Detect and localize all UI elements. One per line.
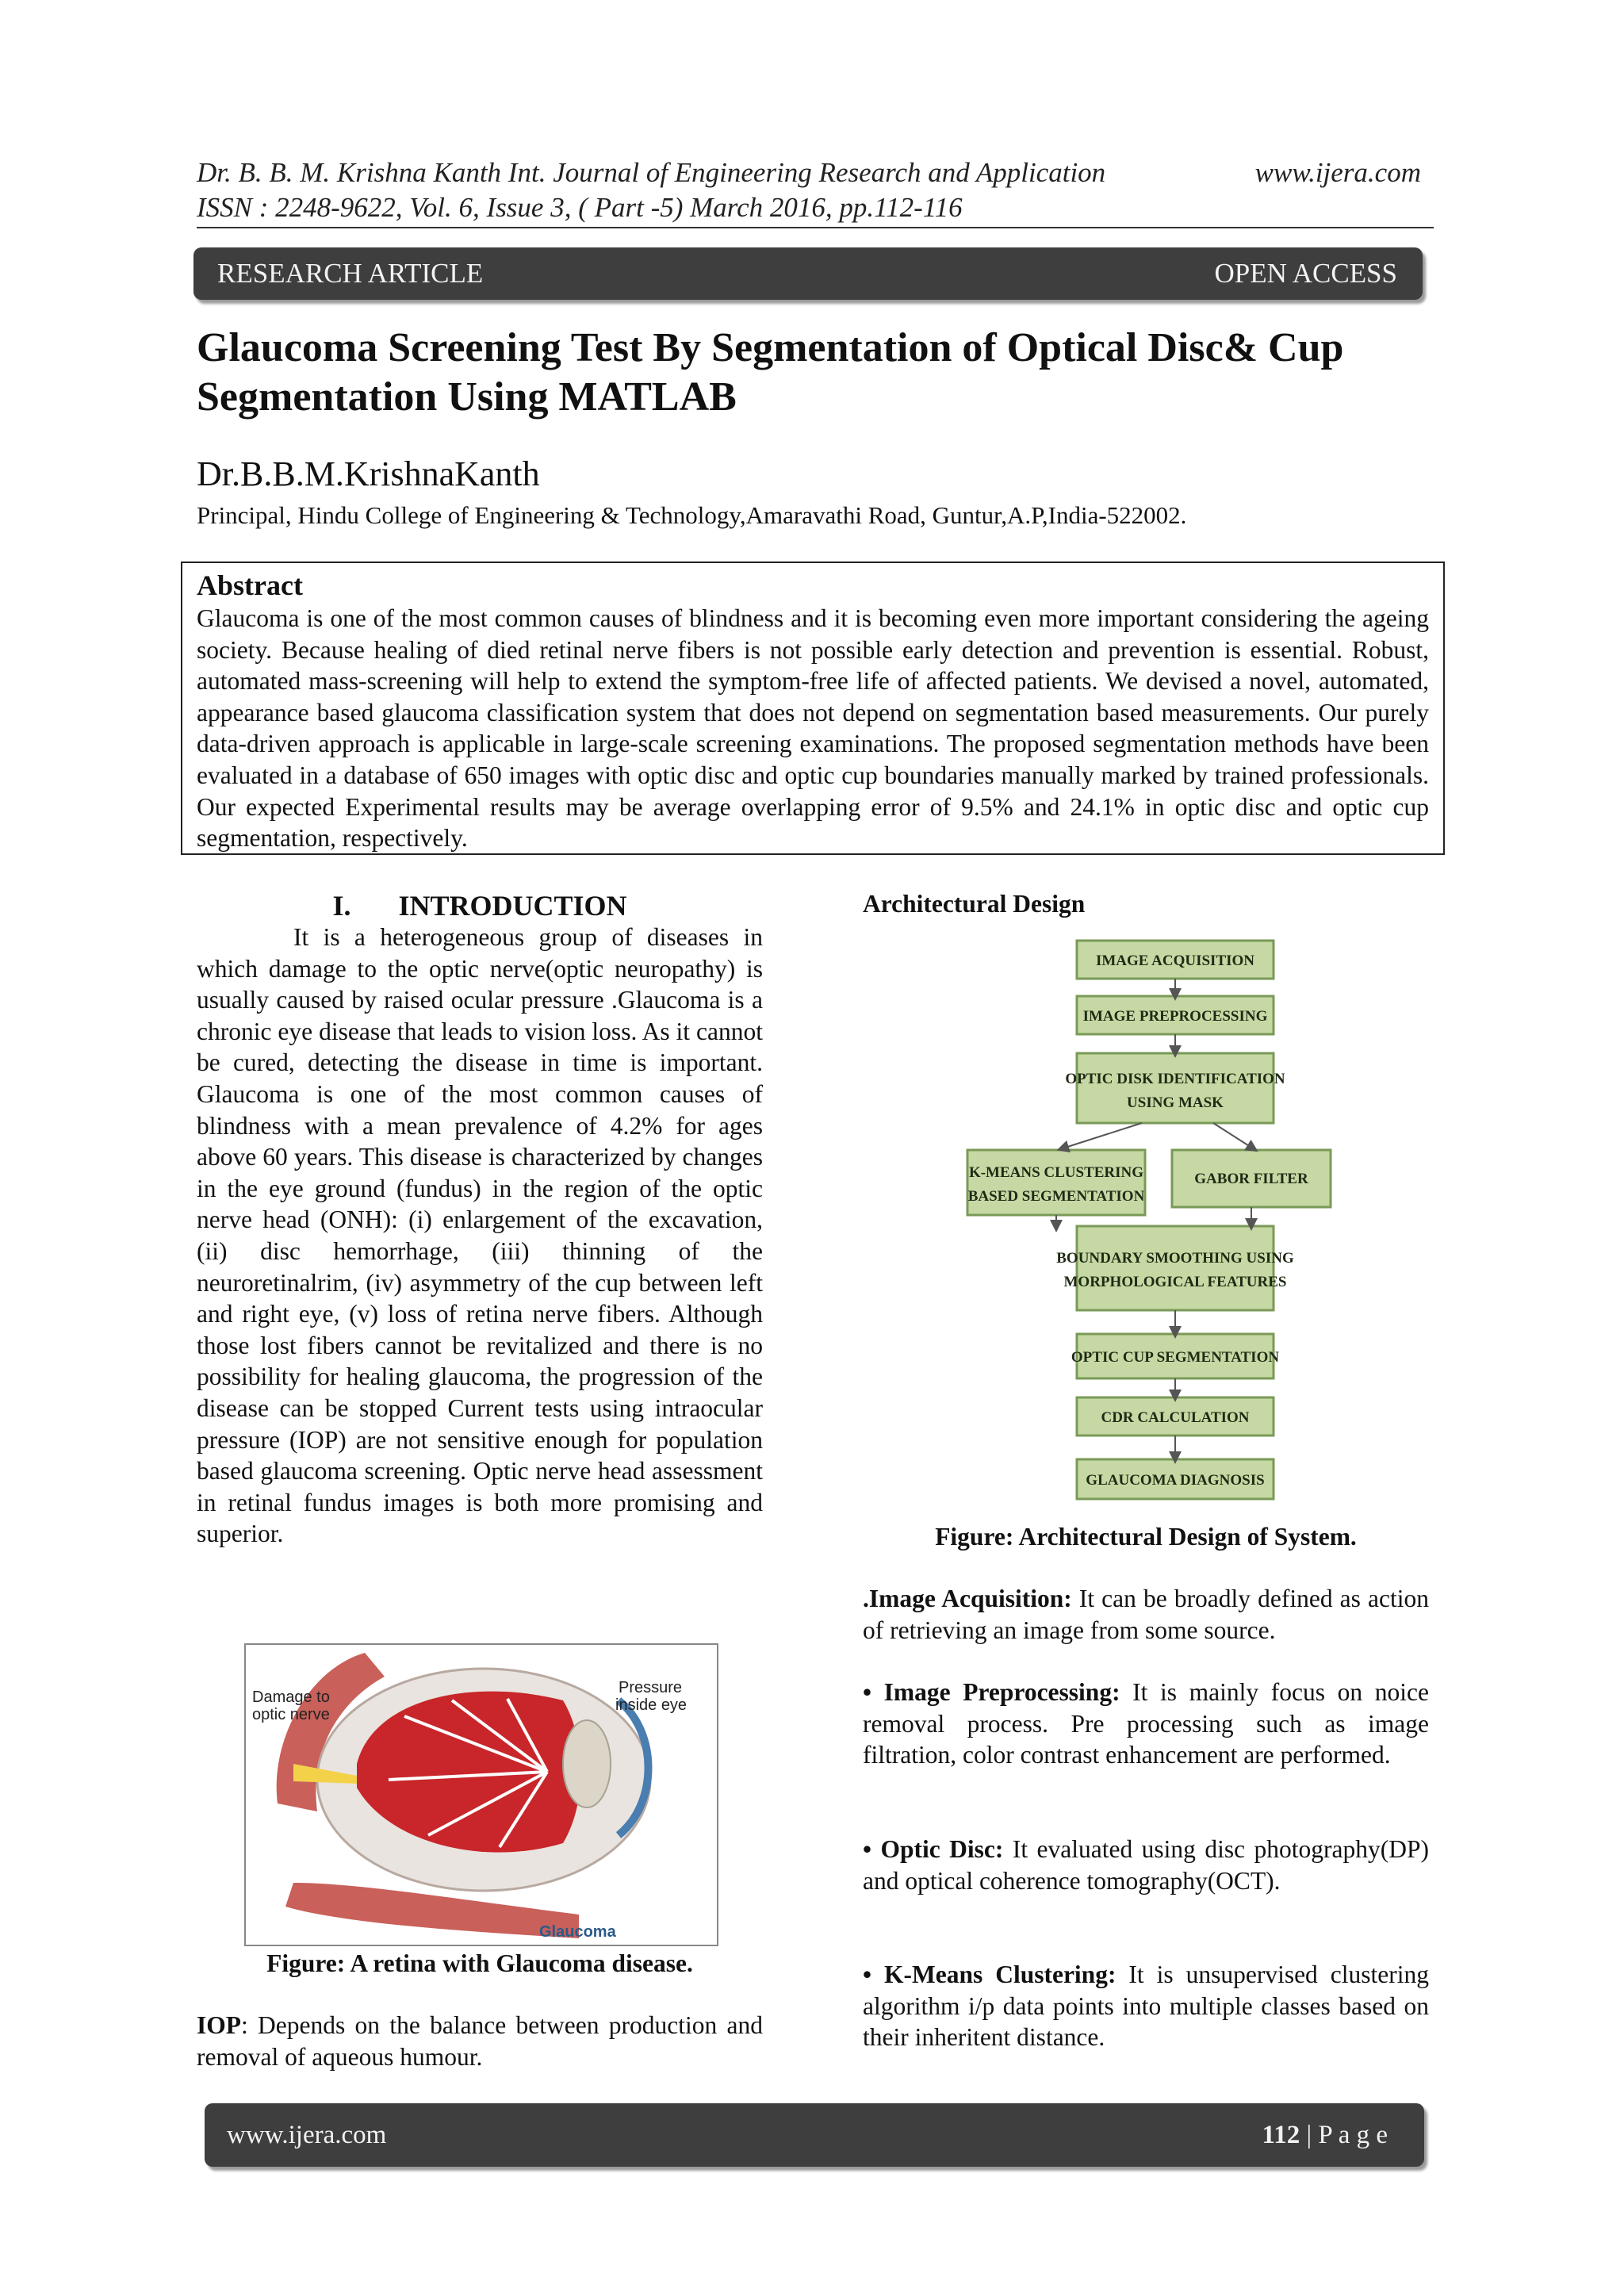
- page-footer: [205, 2103, 1424, 2167]
- flow-box-disk-identification: [1077, 1053, 1274, 1123]
- desc-term: .Image Acquisition:: [863, 1585, 1072, 1612]
- eye-lens: [563, 1720, 611, 1807]
- desc-text: It can be broadly defined as action of retrieving an image from some source.: [863, 1585, 1429, 1644]
- article-type-banner: [193, 247, 1423, 300]
- desc-term: • Optic Disc:: [863, 1835, 1004, 1863]
- architectural-design-heading: Architectural Design: [863, 890, 1086, 918]
- introduction-heading: [197, 888, 763, 923]
- damage-label-line1: Damage to: [252, 1688, 330, 1706]
- flow-text-smoothing-1: BOUNDARY SMOOTHING USING: [1056, 1250, 1294, 1267]
- flow-text-disk-id-1: OPTIC DISK IDENTIFICATION: [1065, 1071, 1285, 1087]
- abstract-text: Glaucoma is one of the most common causes of blindness and it is becoming even more important considering the ageing society. Because healing of died retinal nerve fibers is not possible early detection and prevention is essential. Robust, automated mass-screening will help to extend the symptom-free life of affected patients. We devised a novel, automated, appearance based glaucoma classification system that does not depend on segmentation based measurements. Our purely data-driven approach is applicable in large-scale screening examinations. The proposed segmentation methods have been evaluated in a database of 650 images with optic disc and optic cup boundaries manually marked by trained professionals. Our expected Experimental results may be average overlapping error of 9.5% and 24.1% in optic disc and optic cup segmentation, respectively.: [197, 604, 1429, 853]
- flow-box-smoothing: [1077, 1226, 1274, 1310]
- flow-text-kmeans-1: K-MEANS CLUSTERING: [968, 1164, 1144, 1181]
- flow-text-cup-seg: OPTIC CUP SEGMENTATION: [1071, 1349, 1280, 1366]
- introduction-text: It is a heterogeneous group of diseases in which damage to the optic nerve(optic neuropathy) is usually caused by raised ocular pressure .Glaucoma is a chronic eye disease that leads to vision loss. As it cannot be cured, detecting the disease in time is important. Glaucoma is one of the most common causes of blindness with a mean prevalence of 4.2% for ages above 60 years. This disease is characterized by changes in the eye ground (fundus) in the region of the optic nerve head (ONH): (i) enlargement of the excavation, (ii) disc hemorrhage, (iii) thinning of the neuroretinalrim, (iv) asymmetry of the cup between left and right eye, (v) loss of retina nerve fibers. Although those lost fibers cannot be revitalized and there is no possibility for healing glaucoma, the progression of the disease can be stopped Current tests using intraocular pressure (IOP) are not sensitive enough for population based glaucoma screening. Optic nerve head assessment in retinal fundus images is both more promising and superior.: [197, 923, 763, 1548]
- footer-page: [1262, 2121, 1388, 2150]
- page-label: | P a g e: [1300, 2120, 1388, 2149]
- iop-paragraph: [197, 2010, 763, 2072]
- iop-text: : Depends on the balance between production and removal of aqueous humour.: [197, 2011, 763, 2071]
- flow-arrow-3: [1063, 1123, 1142, 1148]
- flow-text-kmeans-2: BASED SEGMENTATION: [967, 1188, 1145, 1205]
- pressure-label-line1: Pressure: [619, 1679, 683, 1696]
- abstract-heading: Abstract: [197, 569, 303, 601]
- flow-text-gabor: GABOR FILTER: [1194, 1171, 1308, 1187]
- open-access-label: OPEN ACCESS: [1214, 258, 1397, 289]
- damage-label-line2: optic nerve: [252, 1706, 330, 1723]
- iop-term: IOP: [197, 2011, 242, 2039]
- author-name: Dr.B.B.M.KrishnaKanth: [197, 454, 540, 493]
- header-rule: [197, 227, 1434, 228]
- flow-text-preprocessing: IMAGE PREPROCESSING: [1082, 1008, 1268, 1025]
- desc-term: • Image Preprocessing:: [863, 1678, 1120, 1706]
- eye-figure-caption: Figure: A retina with Glaucoma disease.: [266, 1949, 693, 1977]
- glaucoma-figure-label: Glaucoma: [539, 1923, 616, 1941]
- eye-muscle-bottom: [285, 1883, 579, 1938]
- footer-website[interactable]: www.ijera.com: [227, 2120, 387, 2149]
- flow-arrow-4: [1213, 1123, 1253, 1148]
- desc-text: It is unsupervised clustering algorithm i/p data points into multiple classes based on their inheritent distance.: [863, 1961, 1429, 2052]
- desc-kmeans: [863, 1959, 1429, 2053]
- flow-text-cdr: CDR CALCULATION: [1101, 1409, 1250, 1426]
- author-affiliation: Principal, Hindu College of Engineering & Technology,Amaravathi Road, Guntur,A.P,India-522002.: [197, 501, 1187, 529]
- journal-header: [197, 155, 1421, 190]
- flow-text-smoothing-2: MORPHOLOGICAL FEATURES: [1063, 1274, 1287, 1290]
- section-number: I.: [332, 890, 351, 922]
- flowchart-caption: Figure: Architectural Design of System.: [935, 1523, 1357, 1550]
- journal-citation: Dr. B. B. M. Krishna Kanth Int. Journal of Engineering Research and Application: [197, 157, 1106, 188]
- page-number: 112: [1262, 2120, 1300, 2149]
- eye-illustration: [246, 1645, 717, 1945]
- desc-term: • K-Means Clustering:: [863, 1961, 1116, 1988]
- section-title: INTRODUCTION: [398, 890, 627, 922]
- damage-label: [252, 1688, 334, 1723]
- paper-title: Glaucoma Screening Test By Segmentation of Optical Disc& Cup Segmentation Using MATLAB: [197, 325, 1344, 420]
- pressure-label: [615, 1679, 687, 1714]
- desc-text: It is mainly focus on noice removal process. Pre processing such as image filtration, color contrast enhancement are performed.: [863, 1678, 1429, 1769]
- journal-issn: ISSN : 2248-9622, Vol. 6, Issue 3, ( Part -5) March 2016, pp.112-116: [197, 192, 963, 223]
- desc-text: It evaluated using disc photography(DP) and optical coherence tomography(OCT).: [863, 1835, 1429, 1895]
- journal-website[interactable]: www.ijera.com: [1254, 157, 1421, 188]
- glaucoma-eye-figure: [244, 1643, 718, 1946]
- flow-box-kmeans: [967, 1150, 1145, 1215]
- desc-optic-disc: [863, 1834, 1429, 1896]
- desc-image-preprocessing: [863, 1677, 1429, 1771]
- flow-text-diagnosis: GLAUCOMA DIAGNOSIS: [1086, 1472, 1265, 1489]
- pressure-label-line2: inside eye: [615, 1696, 688, 1714]
- flow-text-disk-id-2: USING MASK: [1127, 1094, 1224, 1111]
- desc-image-acquisition: [863, 1583, 1429, 1646]
- research-article-label: RESEARCH ARTICLE: [217, 258, 484, 289]
- flow-text-acquisition: IMAGE ACQUISITION: [1095, 953, 1255, 969]
- architecture-flowchart: [959, 936, 1340, 1507]
